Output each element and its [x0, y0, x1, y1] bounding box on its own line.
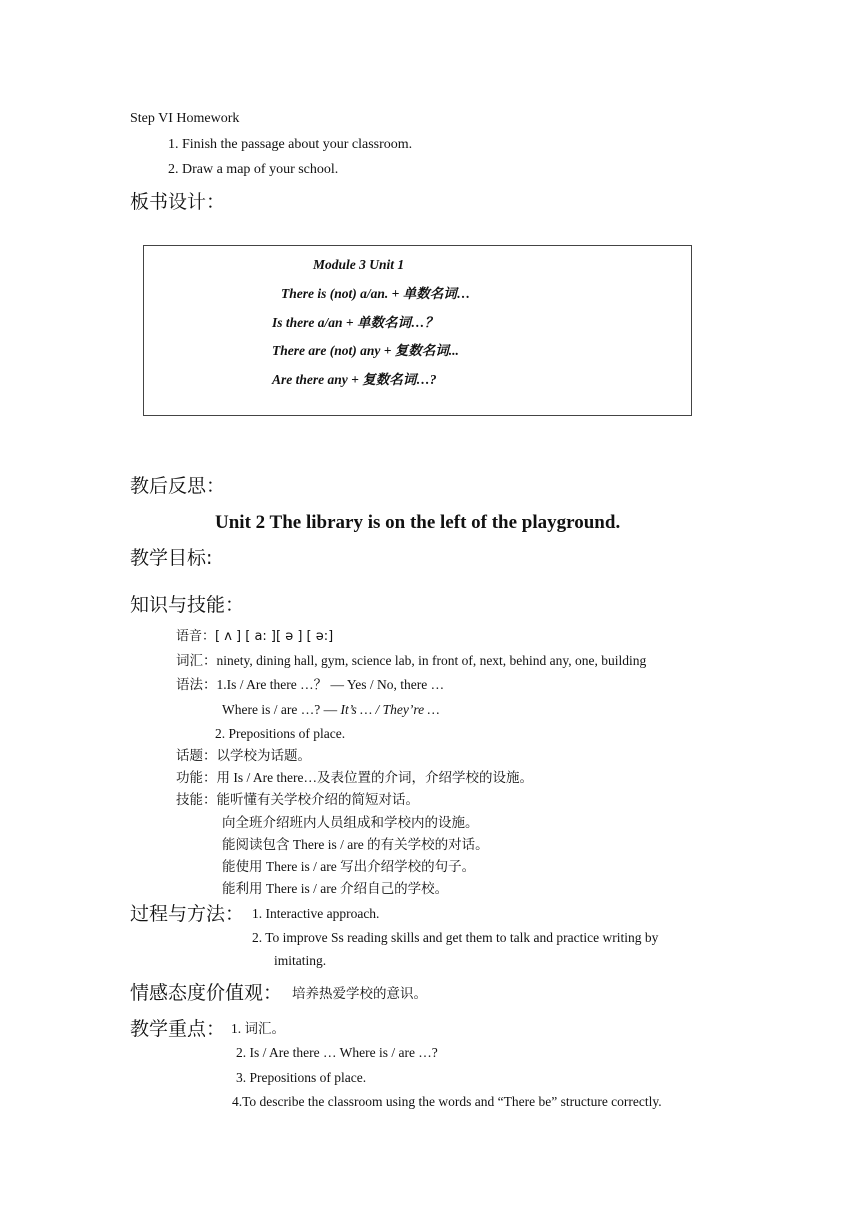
- grammar-line-3: 2. Prepositions of place.: [215, 726, 346, 741]
- skills-line-3: 能阅读包含 There is / are 的有关学校的对话。: [222, 837, 489, 852]
- grammar-line-2: [222, 701, 439, 719]
- skills-line-5: 能利用 There is / are 介绍自己的学校。: [222, 881, 449, 896]
- skills-line-2: 向全班介绍班内人员组成和学校内的设施。: [222, 815, 479, 830]
- process-item-2-cont: imitating.: [274, 953, 327, 968]
- phonetics-line: 语音：[ ʌ ] [ a: ][ ə ] [ ə:]: [176, 629, 334, 644]
- process-item-2: 2. To improve Ss reading skills and get them to talk and practice writing by: [252, 930, 659, 945]
- process-heading: 过程与方法：: [130, 903, 245, 925]
- reflection-heading: 教后反思：: [130, 475, 226, 497]
- key-point-2: 2. Is / Are there … Where is / are …?: [236, 1045, 438, 1060]
- board-line-2: There is (not) a/an. + 单数名词…: [281, 286, 471, 301]
- objectives-heading: 教学目标:: [130, 547, 213, 569]
- key-point-1: 1. 词汇。: [231, 1021, 285, 1036]
- homework-heading: Step VI Homework: [130, 111, 240, 126]
- key-points-heading: 教学重点：: [130, 1018, 226, 1040]
- process-item-1: 1. Interactive approach.: [252, 906, 380, 921]
- homework-item-2: 2. Draw a map of your school.: [168, 162, 339, 177]
- knowledge-heading: 知识与技能：: [130, 594, 245, 616]
- key-point-3: 3. Prepositions of place.: [236, 1070, 367, 1085]
- homework-item-1: 1. Finish the passage about your classroom.: [168, 137, 413, 152]
- unit-title: Unit 2 The library is on the left of the playground.: [215, 512, 621, 533]
- board-line-3: Is there a/an + 单数名词…？: [272, 315, 438, 330]
- skills-line-1: 技能：能听懂有关学校介绍的简短对话。: [176, 792, 419, 807]
- function-line: 功能：用 Is / Are there…及表位置的介词，介绍学校的设施。: [176, 770, 533, 785]
- grammar-line-2-answer: It’s … / They’re …: [340, 702, 440, 717]
- emotion-heading: 情感态度价值观：: [130, 982, 283, 1004]
- board-heading: 板书设计：: [130, 191, 226, 213]
- topic-line: 话题：以学校为话题。: [176, 748, 311, 763]
- emotion-text: 培养热爱学校的意识。: [292, 986, 427, 1001]
- key-point-4: 4.To describe the classroom using the words and “There be” structure correctly.: [232, 1094, 662, 1109]
- board-line-1: Module 3 Unit 1: [313, 257, 405, 272]
- skills-line-4: 能使用 There is / are 写出介绍学校的句子。: [222, 859, 476, 874]
- vocab-line: 词汇：ninety, dining hall, gym, science lab, in front of, next, behind any, one, building: [176, 653, 647, 668]
- board-line-4: There are (not) any + 复数名词...: [272, 343, 459, 358]
- grammar-line-2-question: Where is / are …? —: [222, 702, 341, 717]
- board-line-5: Are there any + 复数名词…?: [272, 372, 437, 387]
- grammar-line-1: 语法：1.Is / Are there …？ — Yes / No, there …: [176, 677, 445, 692]
